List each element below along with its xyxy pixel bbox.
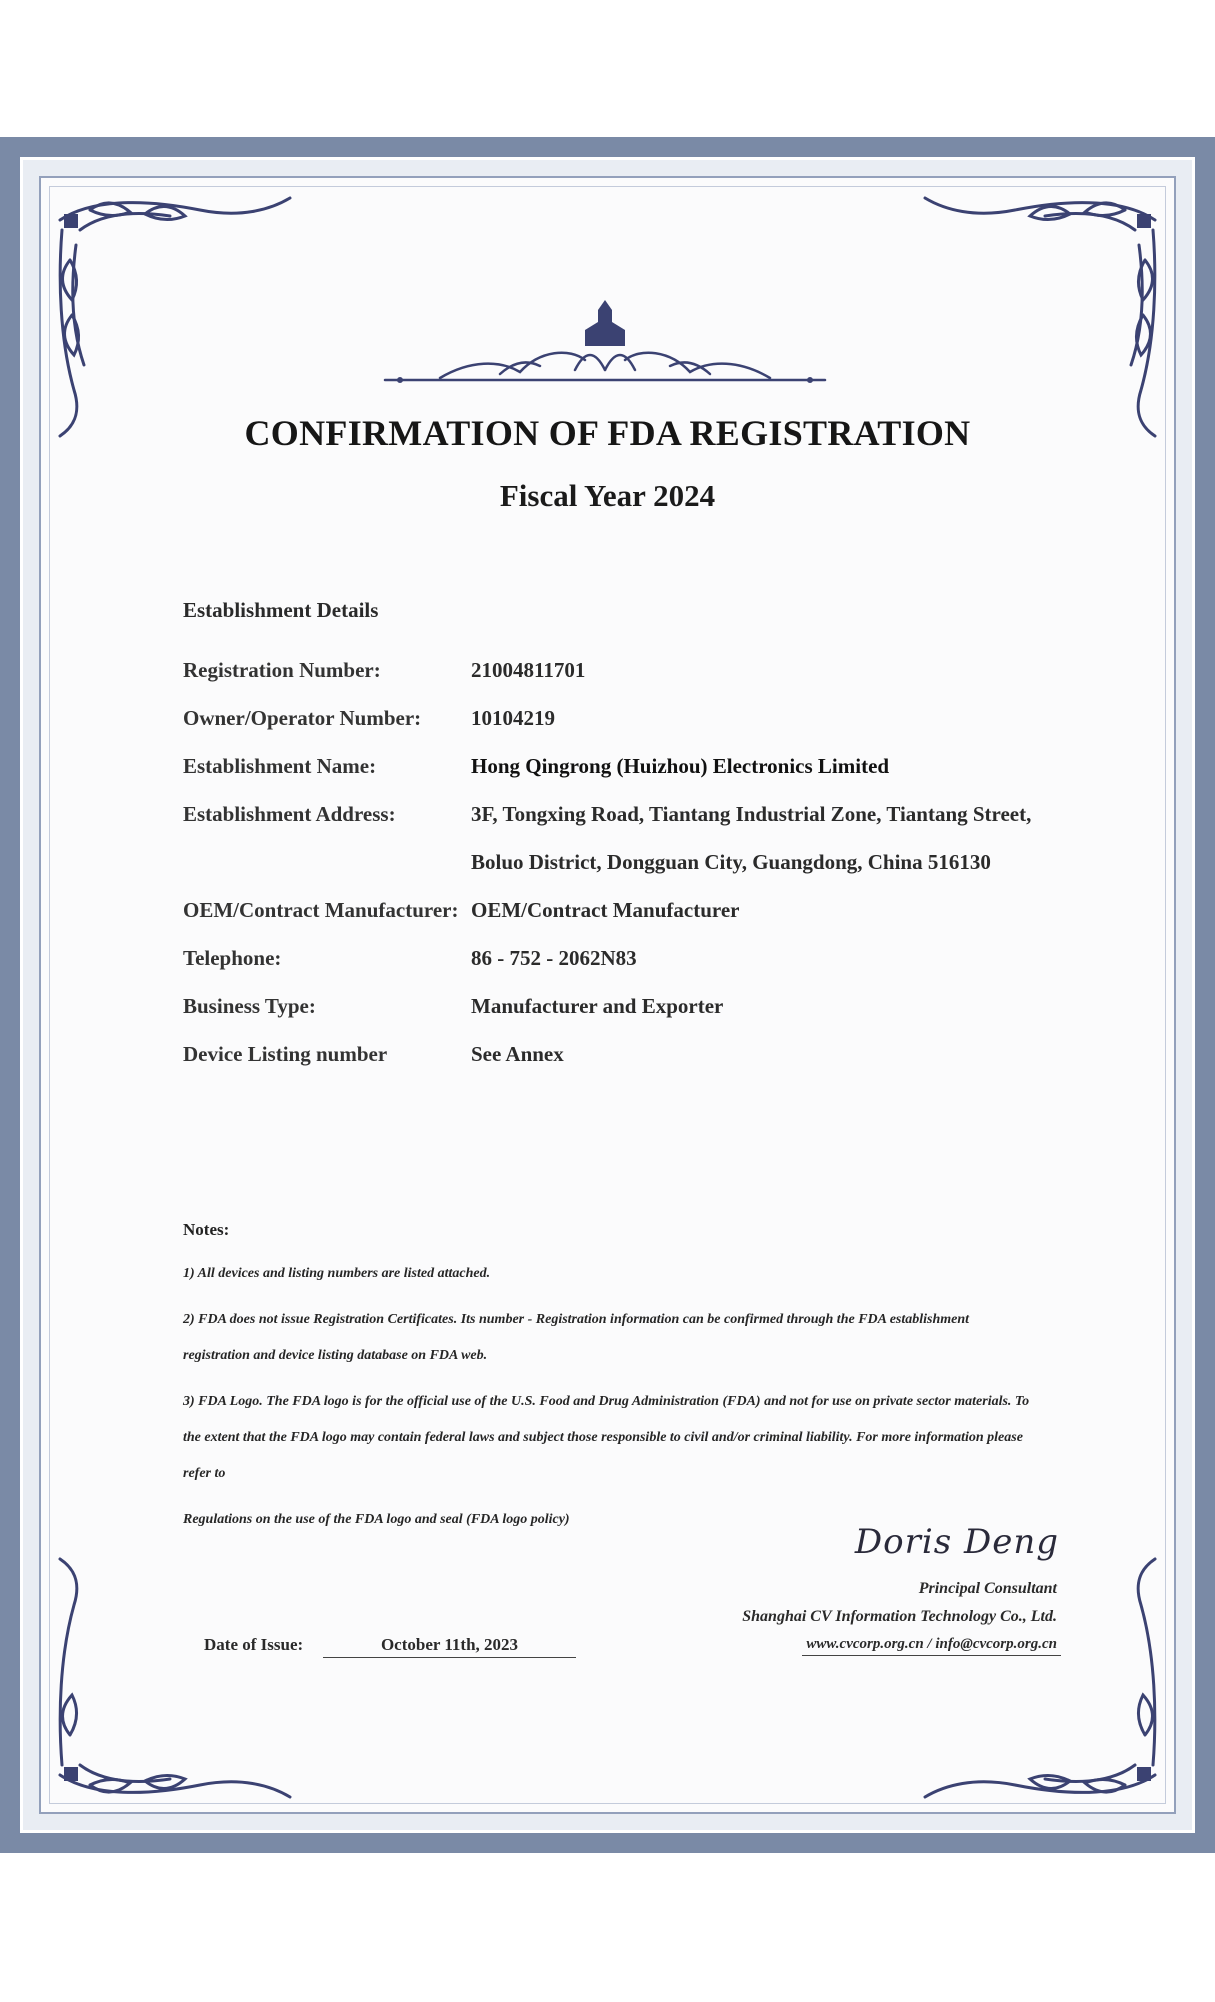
- note-item: Regulations on the use of the FDA logo and seal (FDA logo policy): [183, 1512, 570, 1527]
- certificate-title: CONFIRMATION OF FDA REGISTRATION: [244, 413, 971, 453]
- detail-row-telephone: [183, 934, 1053, 982]
- detail-label: Device Listing number: [183, 1042, 388, 1066]
- signer-title: Principal Consultant: [918, 1580, 1057, 1597]
- detail-row-owner-operator-number: [183, 694, 1053, 742]
- detail-row-device-listing: [183, 1030, 1053, 1078]
- detail-label: Telephone:: [183, 946, 282, 970]
- detail-value: 3F, Tongxing Road, Tiantang Industrial Zone, Tiantang Street, Boluo District, Dongguan City, Guangdong, China 516130: [471, 802, 1032, 874]
- certificate-subtitle: Fiscal Year 2024: [499, 478, 716, 513]
- detail-value: 21004811701: [471, 658, 586, 682]
- issue-date-label: Date of Issue:: [204, 1635, 304, 1654]
- signer-company: Shanghai CV Information Technology Co., Ltd.: [742, 1608, 1057, 1625]
- detail-value: OEM/Contract Manufacturer: [471, 898, 740, 922]
- establishment-details: [183, 646, 1053, 1078]
- notes-section: [183, 1220, 1033, 1548]
- detail-row-oem: [183, 886, 1053, 934]
- issue-date-value: October 11th, 2023: [323, 1635, 576, 1658]
- detail-row-establishment-name: [183, 742, 1053, 790]
- detail-label: OEM/Contract Manufacturer:: [183, 898, 459, 922]
- corner-flourish-icon: [50, 190, 300, 440]
- detail-value: Manufacturer and Exporter: [471, 994, 724, 1018]
- signature: Doris Deng: [854, 1522, 1059, 1562]
- note-item: 1) All devices and listing numbers are listed attached.: [183, 1266, 491, 1281]
- detail-label: Owner/Operator Number:: [183, 706, 422, 730]
- detail-value: 86 - 752 - 2062N83: [471, 946, 637, 970]
- detail-row-business-type: [183, 982, 1053, 1030]
- detail-label: Establishment Address:: [183, 802, 396, 826]
- detail-value: See Annex: [471, 1042, 564, 1066]
- signer-contact: www.cvcorp.org.cn / info@cvcorp.org.cn: [802, 1636, 1061, 1656]
- detail-label: Establishment Name:: [183, 754, 377, 778]
- note-item: 3) FDA Logo. The FDA logo is for the official use of the U.S. Food and Drug Administration (FDA) and not for use on private sector materials. To the extent that the FDA logo may contain federal laws and subject those responsible to civil and/or criminal liability. For more information please refer to: [183, 1394, 1030, 1481]
- detail-label: Registration Number:: [183, 658, 381, 682]
- detail-row-establishment-address: [183, 790, 1053, 886]
- detail-row-registration-number: [183, 646, 1053, 694]
- note-item: 2) FDA does not issue Registration Certificates. Its number - Registration information can be confirmed through the FDA establishment registration and device listing database on FDA web.: [183, 1312, 970, 1363]
- detail-value: 10104219: [471, 706, 555, 730]
- detail-value: Hong Qingrong (Huizhou) Electronics Limited: [471, 754, 890, 778]
- corner-flourish-icon: [50, 1555, 300, 1805]
- notes-heading: Notes:: [183, 1220, 230, 1239]
- crest-ornament-icon: [380, 300, 830, 390]
- corner-flourish-icon: [915, 190, 1165, 440]
- detail-label: Business Type:: [183, 994, 316, 1018]
- section-heading: Establishment Details: [183, 598, 379, 622]
